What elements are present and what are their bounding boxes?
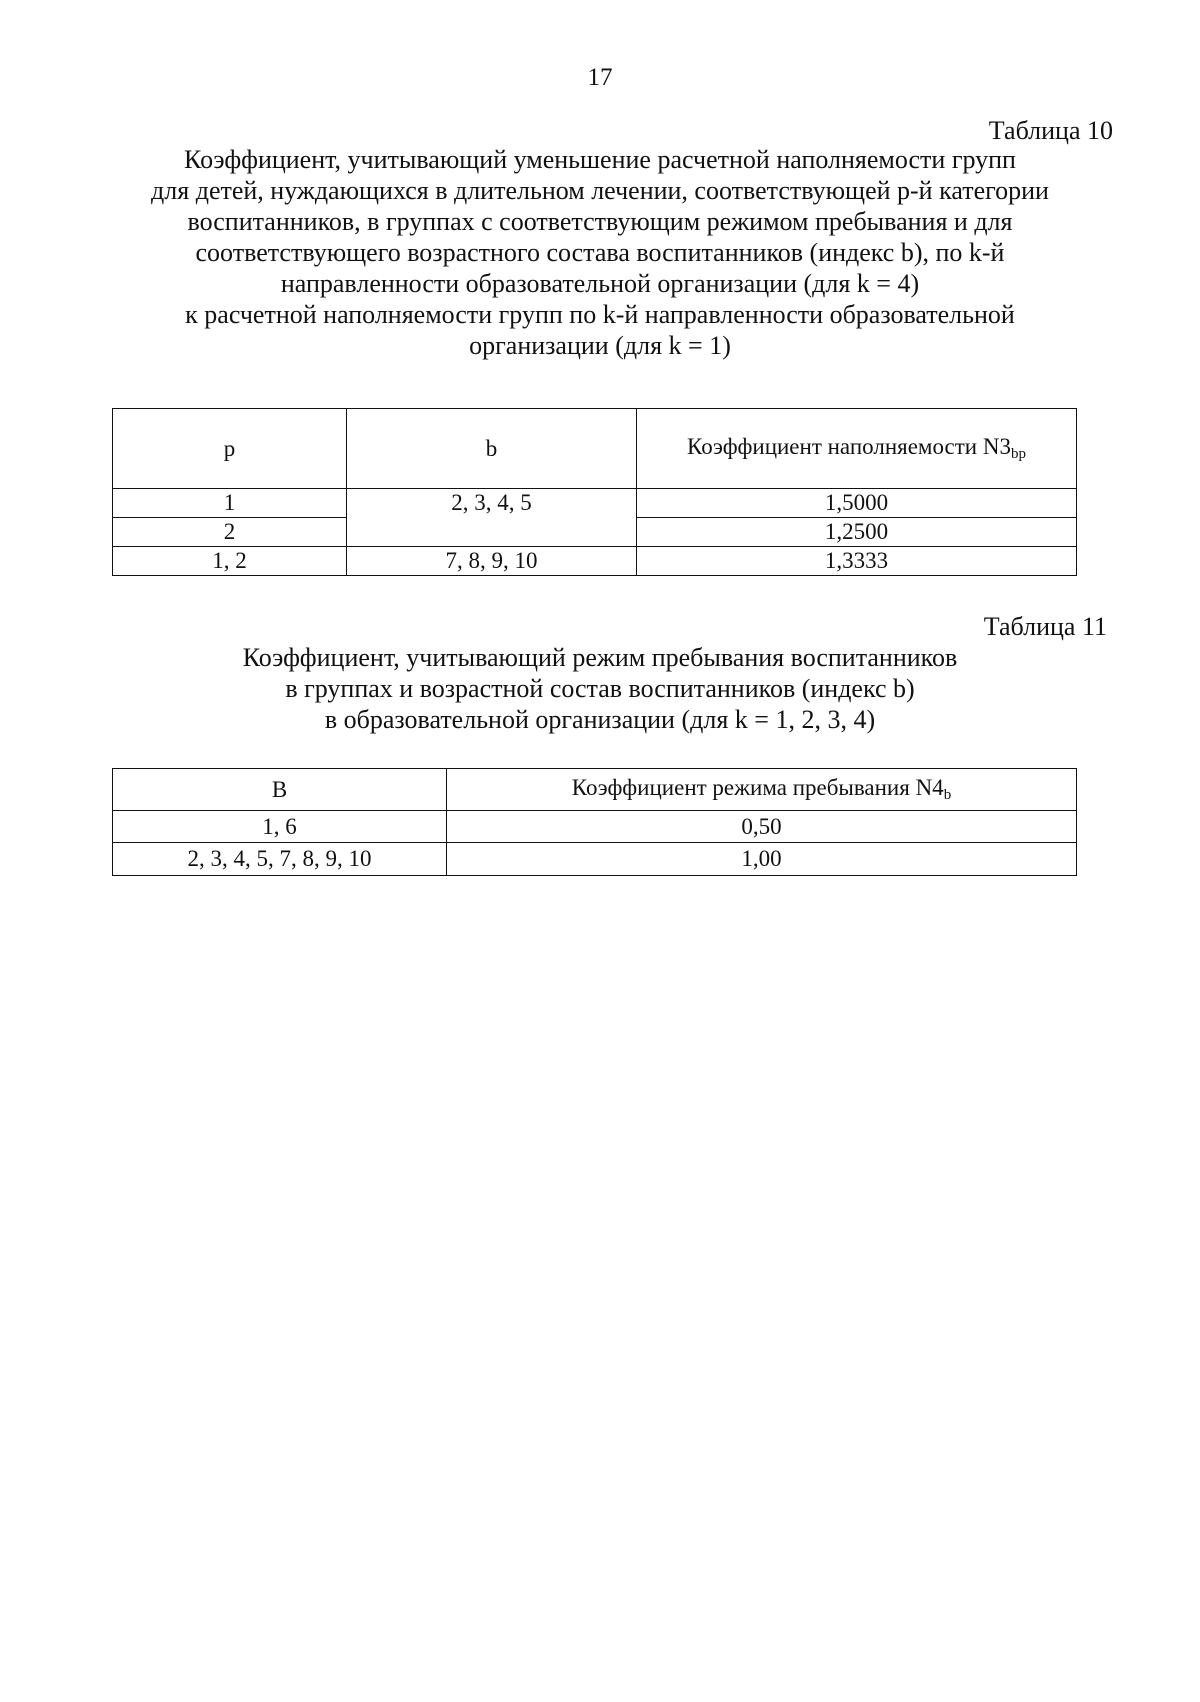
table-11-label: Таблица 11: [983, 612, 1107, 641]
table-header-row: [113, 409, 1077, 489]
header-coefficient-subscript: b: [943, 787, 952, 803]
header-coefficient: [637, 409, 1077, 489]
caption-line: к расчетной наполняемости групп по k-й направленности образовательной: [185, 300, 1015, 329]
header-b: b: [347, 409, 637, 489]
header-coefficient-text: Коэффициент наполняемости N3: [687, 434, 1011, 459]
cell-p: 1: [113, 489, 347, 518]
table-row: [113, 547, 1077, 576]
page-number: 17: [587, 64, 613, 91]
cell-b: [347, 518, 637, 547]
caption-line: в группах и возрастной состав воспитанников (индекс b): [285, 674, 915, 703]
cell-coefficient: 1,00: [447, 843, 1077, 876]
caption-line: направленности образовательной организации (для k = 4): [280, 269, 920, 298]
caption-line: организации (для k = 1): [469, 331, 731, 360]
table-header-row: [113, 769, 1077, 811]
cell-coefficient: 1,2500: [637, 518, 1077, 547]
cell-coefficient: 0,50: [447, 811, 1077, 843]
table-10-label: Таблица 10: [988, 116, 1113, 145]
cell-b: 2, 3, 4, 5: [347, 489, 637, 518]
header-coefficient-subscript: bp: [1010, 446, 1026, 462]
caption-line: соответствующего возрастного состава воспитанников (индекс b), по k-й: [195, 238, 1005, 267]
cell-coefficient: 1,3333: [637, 547, 1077, 576]
caption-line: воспитанников, в группах с соответствующим режимом пребывания и для: [187, 207, 1013, 236]
table-row: [113, 489, 1077, 518]
cell-b: 1, 6: [113, 811, 447, 843]
cell-p: 1, 2: [113, 547, 347, 576]
table-11: [112, 768, 1077, 876]
cell-coefficient: 1,5000: [637, 489, 1077, 518]
table-row: [113, 843, 1077, 876]
caption-line: в образовательной организации (для k = 1, 2, 3, 4): [324, 705, 876, 734]
header-p: p: [113, 409, 347, 489]
caption-line: для детей, нуждающихся в длительном лечении, соответствующей p-й категории: [151, 176, 1049, 205]
caption-line: Коэффициент, учитывающий режим пребывания воспитанников: [242, 643, 958, 672]
cell-b: 2, 3, 4, 5, 7, 8, 9, 10: [113, 843, 447, 876]
table-10: [112, 408, 1077, 576]
table-10-caption: [100, 144, 1100, 361]
cell-p: 2: [113, 518, 347, 547]
header-coefficient: [447, 769, 1077, 811]
header-b: B: [113, 769, 447, 811]
caption-line: Коэффициент, учитывающий уменьшение расчетной наполняемости групп: [184, 145, 1016, 174]
cell-b: 7, 8, 9, 10: [347, 547, 637, 576]
header-coefficient-text: Коэффициент режима пребывания N4: [571, 775, 944, 800]
table-row: [113, 518, 1077, 547]
table-11-caption: [100, 642, 1100, 735]
table-row: [113, 811, 1077, 843]
